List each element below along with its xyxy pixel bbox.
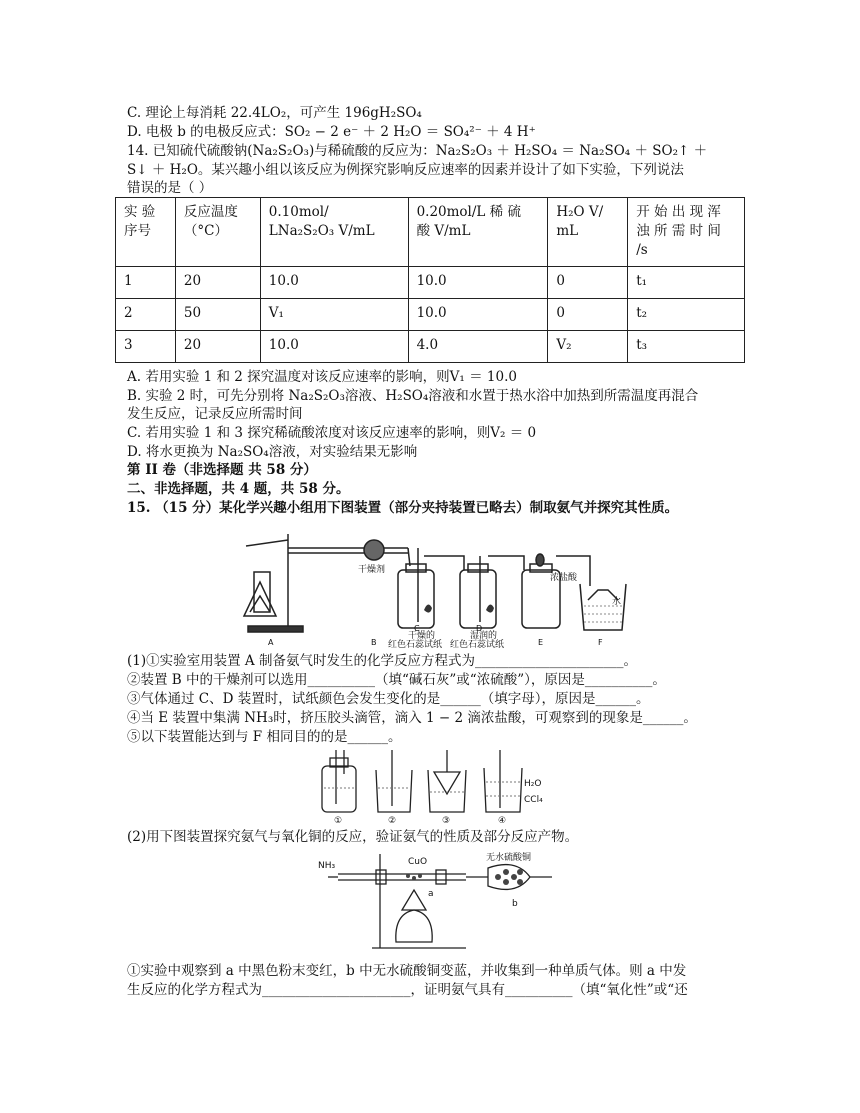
table-row [116, 331, 745, 363]
table-cell: 0 [548, 299, 628, 331]
label-dry: 干燥的 [408, 631, 436, 641]
header-cell: 反应温度 （°C） [175, 198, 260, 267]
option-b-line-2: 发生反应，记录反应所需时间 [127, 406, 303, 422]
label-cuo: CuO [408, 857, 428, 867]
question-14-line-1: 14. 已知硫代硫酸钠(Na₂S₂O₃)与稀硫酸的反应为：Na₂S₂O₃ ＋ H₂SO₄ ＝ Na₂SO₄ ＋ SO₂↑ ＋ [127, 143, 708, 159]
table-cell: t₃ [628, 331, 745, 363]
q2-intro: (2)用下图装置探究氨气与氧化铜的反应，验证氨气的性质及部分反应产物。 [127, 829, 579, 845]
question-15-title: 15. （15 分）某化学兴趣小组用下图装置（部分夹持装置已略去）制取氨气并探究其性质。 [127, 500, 679, 516]
table-cell: 4.0 [408, 331, 548, 363]
experiment-table [115, 197, 745, 363]
table-cell: 10.0 [408, 299, 548, 331]
table-cell: 1 [116, 267, 176, 299]
q1-line-3: ③气体通过 C、D 装置时，试纸颜色会发生变化的是______（填字母），原因是______。 [127, 691, 650, 707]
option-b-line-1: B. 实验 2 时，可先分别将 Na₂S₂O₃溶液、H₂SO₄溶液和水置于热水浴中加热到所需温度再混合 [127, 388, 699, 404]
table-cell: t₁ [628, 267, 745, 299]
table-header-row [116, 198, 745, 267]
table-cell: V₁ [260, 299, 408, 331]
table-cell: 10.0 [408, 267, 548, 299]
table-cell: 3 [116, 331, 176, 363]
apparatus-figure-1 [238, 526, 628, 648]
table-cell: t₂ [628, 299, 745, 331]
device-number-3: ③ [442, 816, 451, 824]
q2-line-2: 生反应的化学方程式为______________________，证明氨气具有__________（填“氧化性”或“还 [127, 982, 688, 998]
table-cell: 10.0 [260, 267, 408, 299]
label-h2o: H₂O [524, 779, 542, 789]
label-desiccant: 干燥剂 [358, 565, 386, 575]
label-ccl4: CCl₄ [524, 795, 543, 805]
label-anhydrous-cuso4: 无水硫酸铜 [486, 853, 532, 863]
table-cell: 0 [548, 267, 628, 299]
q1-line-2: ②装置 B 中的干燥剂可以选用__________（填“碱石灰”或“浓硫酸”），原因是__________。 [127, 672, 666, 688]
letter-d: D [476, 624, 483, 633]
label-wet: 湿润的 [470, 631, 498, 641]
apparatus-figure-2 [318, 748, 554, 824]
question-14-line-2: S↓ ＋ H₂O。某兴趣小组以该反应为例探究影响反应速率的因素并设计了如下实验，下列说法 [127, 162, 684, 178]
header-cell: 开 始 出 现 浑 浊 所 需 时 间 /s [628, 198, 745, 267]
label-conc-hcl: 浓盐酸 [550, 573, 578, 583]
table-cell: 10.0 [260, 331, 408, 363]
label-a: a [428, 889, 434, 899]
letter-f: F [598, 638, 603, 647]
label-b: b [512, 899, 518, 909]
device-number-2: ② [388, 816, 397, 824]
device-number-1: ① [334, 816, 343, 824]
letter-b: B [371, 638, 377, 647]
header-cell: 0.10mol/ LNa₂S₂O₃ V/mL [260, 198, 408, 267]
table-cell: 50 [175, 299, 260, 331]
section-title: 第 II 卷（非选择题 共 58 分） [127, 462, 317, 478]
label-water: 水 [612, 597, 622, 607]
table-cell: 20 [175, 267, 260, 299]
section-subtitle: 二、非选择题，共 4 题，共 58 分。 [127, 481, 350, 497]
label-nh3: NH₃ [318, 861, 336, 871]
option-c-line-2: C. 若用实验 1 和 3 探究稀硫酸浓度对该反应速率的影响，则V₂ ＝ 0 [127, 425, 537, 441]
table-cell: 20 [175, 331, 260, 363]
option-c-line: C. 理论上每消耗 22.4LO₂，可产生 196gH₂SO₄ [127, 105, 422, 121]
header-cell: H₂O V/ mL [548, 198, 628, 267]
header-cell: 0.20mol/L 稀 硫 酸 V/mL [408, 198, 548, 267]
letter-a: A [268, 638, 274, 647]
q1-line-4: ④当 E 装置中集满 NH₃时，挤压胶头滴管，滴入 1 − 2 滴浓盐酸，可观察到的现象是______。 [127, 710, 697, 726]
letter-e: E [538, 638, 544, 647]
table-cell: 2 [116, 299, 176, 331]
q1-line-1: (1)①实验室用装置 A 制备氨气时发生的化学反应方程式为______________________。 [127, 653, 637, 669]
table-cell: V₂ [548, 331, 628, 363]
q1-line-5: ⑤以下装置能达到与 F 相同目的的是______。 [127, 729, 402, 745]
table-row [116, 299, 745, 331]
letter-c: C [414, 624, 420, 633]
option-a-line: A. 若用实验 1 和 2 探究温度对该反应速率的影响，则V₁ ＝ 10.0 [127, 369, 517, 385]
device-number-4: ④ [498, 816, 507, 824]
q2-line-1: ①实验中观察到 a 中黑色粉末变红，b 中无水硫酸铜变蓝，并收集到一种单质气体。则 a 中发 [127, 963, 687, 979]
option-d-line-2: D. 将水更换为 Na₂SO₄溶液，对实验结果无影响 [127, 444, 418, 460]
label-wet-litmus: 红色石蕊试纸 [450, 640, 505, 648]
option-d-line: D. 电极 b 的电极反应式：SO₂ − 2 e⁻ ＋ 2 H₂O ＝ SO₄²⁻ ＋ 4 H⁺ [127, 124, 536, 140]
question-14-line-3: 错误的是（ ） [127, 180, 213, 196]
table-row [116, 267, 745, 299]
apparatus-figure-3 [316, 850, 556, 954]
header-cell: 实 验 序号 [116, 198, 176, 267]
label-dry-litmus: 红色石蕊试纸 [388, 640, 443, 648]
